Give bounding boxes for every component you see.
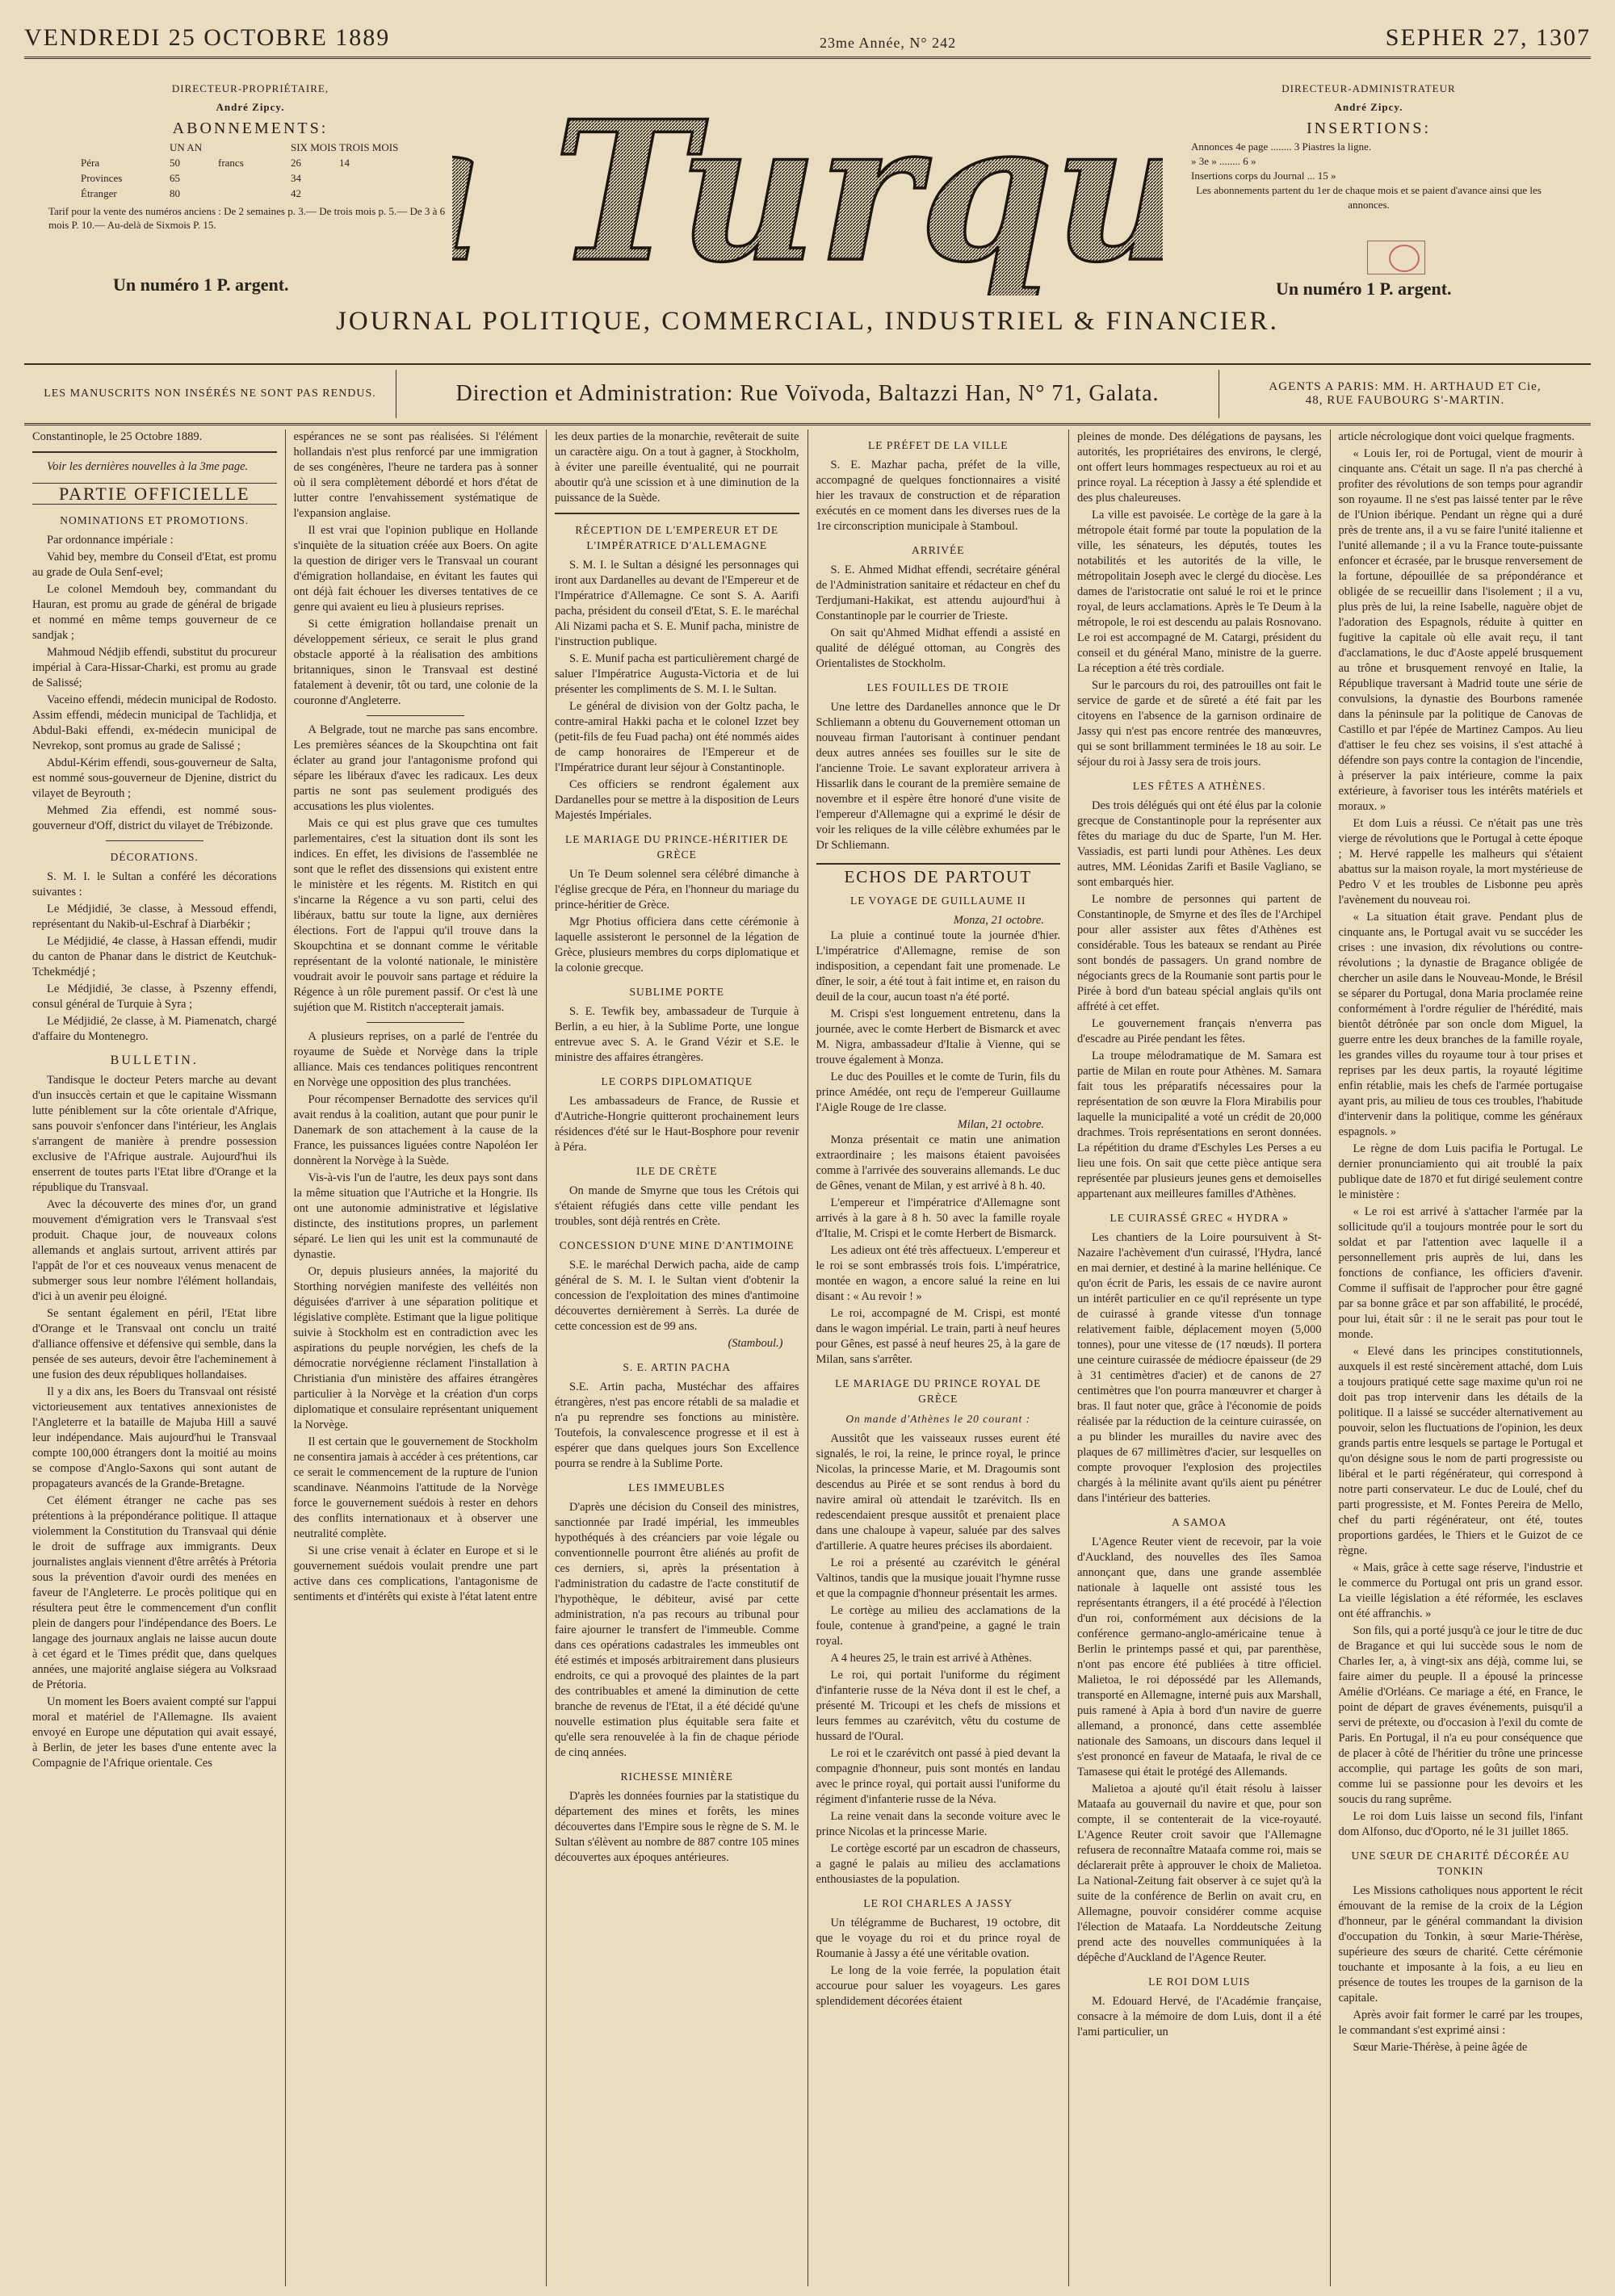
article-columns xyxy=(24,429,1591,2286)
column-3 xyxy=(547,429,808,2286)
paragraph: Le général de division von der Goltz pacha, le contre-amiral Hakki pacha et le colonel Izzet bey (petit-fils de feu Fuad pacha) ont été nommés aides de camp honoraires de l'Empereur et de l'Impératrice durant leur séjour à Constantinople. xyxy=(555,700,799,774)
paragraph: Ces officiers se rendront également aux Dardanelles pour se mettre à la disposition de Leurs Majestés Impériales. xyxy=(555,778,799,822)
period-year: UN AN xyxy=(170,141,203,153)
paragraph: Les Missions catholiques nous apportent le récit émouvant de la remise de la croix de la Légion d'honneur, par le général commandant la division d'occupation du Tonkin, à sœur Marie-Thérèse, supérieure des sœurs de charité. Cette cérémonie touchante et imposante à la fois, a eu lieu en présence de toutes les troupes de la garnison de la capitale. xyxy=(1338,1884,1583,2005)
newspaper-title xyxy=(452,78,1163,295)
paragraph: Mehmed Zia effendi, est nommé sous-gouverneur d'Off, district du vilayet de Trébizonde. xyxy=(32,804,277,832)
section-heading: LE PRÉFET DE LA VILLE xyxy=(868,439,1009,451)
paragraph: Sur le parcours du roi, des patrouilles ont fait le service de garde et de sûreté a été fait par les citoyens en l'absence de la garnison ordinaire de Jassy qui n'est pas encore rentrée des manœuvres, qui se sont brillamment terminées le 18 au soir. Le séjour du roi à Jassy sera de trois jours. xyxy=(1077,679,1322,769)
paragraph: Un moment les Boers avaient compté sur l'appui moral et matériel de l'Allemagne. Ils avaient envoyé en Europe une députation qui avait essayé, à Berlin, de jeter les bases d'une entente avec la Compagnie de l'Afrique orientale. Ces xyxy=(32,1695,277,1770)
paragraph: A plusieurs reprises, on a parlé de l'entrée du royaume de Suède et Norvège dans la triple alliance. Mais ces tendances politiques rencontrent en Norvège une opposition des plus tranchées. xyxy=(293,1030,538,1089)
paragraph: Mahmoud Nédjib effendi, substitut du procureur impérial à Cara-Hissar-Charki, est promu au grade de Salissé; xyxy=(32,646,277,689)
title-logo xyxy=(452,78,1163,295)
paragraph: Le duc des Pouilles et le comte de Turin, fils du prince Amédée, ont reçu de l'empereur Guillaume l'Aigle Rouge de 1re classe. xyxy=(816,1070,1060,1114)
paragraph: Aussitôt que les vaisseaux russes eurent été signalés, le roi, la reine, le prince royal, le prince Nicolas, la princesse Marie, et M. Dragoumis sont descendus au Pirée et se sont rendus à bord du navire amiral où attendait le tzarévitch. Ils en redescendaient presque aussitôt et prenaient place dans une chaloupe à vapeur, saluée par des salves d'artillerie. A quatre heures précises ils abordaient. xyxy=(816,1432,1060,1552)
paragraph: D'après les données fournies par la statistique du département des mines et forêts, les mines découvertes dans l'Empire sous le règne de S. M. le Sultan s'élèvent au nombre de 887 contre 105 mines découvertes aux époques antérieures. xyxy=(555,1790,799,1864)
bulletin-heading: BULLETIN. xyxy=(110,1054,199,1067)
issue-date-hijri: SEPHER 27, 1307 xyxy=(1385,24,1591,51)
paris-agents-line: AGENTS A PARIS: MM. H. ARTHAUD ET Cie, xyxy=(1269,380,1542,393)
rate-value: 80 xyxy=(170,187,180,199)
paragraph: Mais ce qui est plus grave que ces tumultes parlementaires, c'est la situation dont ils sont les indices. En effet, les divisions de l'assemblée ne sont que le reflet des dissensions qui existent entre le ministère et les régents. M. Ristitch en qui s'incarne la Régence a vu son parti, celui des libéraux, battu sur toute la ligne, aux dernières élections. Fort de l'appui qu'il trouve dans la Skoupchtina et se donnant comme le véritable représentant de la volonté nationale, le ministère voudrait avoir le pouvoir sans partage et réduire la Régence à un rôle purement passif. Or c'est là une sujétion que M. Ristitch n'accepterait jamais. xyxy=(293,817,538,1014)
rate-value: 26 xyxy=(291,157,301,169)
paragraph: Le gouvernement français n'enverra pas d'escadre au Pirée pendant les fêtes. xyxy=(1077,1017,1322,1045)
paragraph: S.E. le maréchal Derwich pacha, aide de camp général de S. M. I. le Sultan vient d'obtenir la concession de l'exploitation des mines d'antimoine découvertes dernièrement à Serrès. La durée de cette concession est de 99 ans. xyxy=(555,1259,799,1333)
paragraph: Si cette émigration hollandaise prenait un développement sérieux, ce serait le plus grand obstacle apporté à la réalisation des ambitions britanniques, sinon le Transvaal est destiné fatalement à devenir, tôt ou tard, une colonie de la couronne d'Angleterre. xyxy=(293,618,538,707)
red-stamp-icon xyxy=(1389,245,1420,272)
paragraph: pleines de monde. Des délégations de paysans, les autorités, les propriétaires des environs, le clergé, ont offert leurs hommages respectueux au roi et au prince royal. La réception à Jassy a été splendide et des plus chaleureuses. xyxy=(1077,430,1322,505)
paragraph: « Le roi est arrivé à s'attacher l'armée par la sollicitude qu'il a toujours montrée pour le sort du soldat et par l'attention avec laquelle il a personnellement pris auprès de lui, dans les fonctions de confiance, les officiers d'avenir. Comme il suffisait de l'approcher pour être gagné par sa bonne grâce et par son affabilité, le procédé, pour lui, était sûr : il ne le serait pas pour tout le monde. xyxy=(1338,1205,1583,1341)
paragraph: Le roi a présenté au czarévitch le général Valtinos, tandis que la musique jouait l'hymne russe et que la compagnie d'honneur présentait les armes. xyxy=(816,1557,1060,1600)
office-address: Direction et Administration: Rue Voïvoda, Baltazzi Han, N° 71, Galata. xyxy=(455,381,1160,406)
paragraph: S. M. I. le Sultan a désigné les personnages qui iront aux Dardanelles au devant de l'Empereur et de l'Impératrice d'Allemagne. Ce sont S. A. Aarifi pacha, président du conseil d'Etat, S. E. le maréchal Ali Nizami pacha et S. E. Munif pacha, ministre de l'instruction publique. xyxy=(555,559,799,648)
paragraph: « La situation était grave. Pendant plus de cinquante ans, le Portugal avait vu se succéder les crises : une invasion, dix révolutions ou contre-révolutions ; la dynastie de Bragance obligée de chercher un asile dans le Nouveau-Monde, le Brésil se séparer du Portugal, dona Maria proclamée reine conformément à l'ordre régulier de l'hérédité, mais bientôt détrônée par son oncle dom Miguel, la guerre entre les deux branches de la famille royale, les grandes villes du royaume tour à tour prises et reprises par les deux partis, la royauté légitime enfin rétablie, mais les chefs de l'armée portugaise ayant pris, au milieu de tous ces troubles, l'habitude d'intervenir dans la politique, comme les généraux espagnols. » xyxy=(1338,911,1583,1138)
rate-place: Péra xyxy=(81,157,100,169)
subscription-table xyxy=(81,140,420,201)
paragraph: article nécrologique dont voici quelque fragments. xyxy=(1338,430,1575,443)
section-heading: LE ROI CHARLES A JASSY xyxy=(863,1897,1013,1909)
section-heading: S. E. ARTIN PACHA xyxy=(623,1361,732,1373)
paragraph: Le Médjidié, 3e classe, à Messoud effendi, représentant du Nakib-ul-Eschraf à Diarbékir ; xyxy=(32,903,277,931)
paragraph: A Belgrade, tout ne marche pas sans encombre. Les premières séances de la Skoupchtina ont fait éclater au grand jour l'antagonisme profond qui sépare les libéraux d'avec les radicaux. Les deux partis ne sont pas seulement prodigués des accusations les plus violentes. xyxy=(293,723,538,813)
section-heading: ARRIVÉE xyxy=(912,544,965,556)
rate-value: 65 xyxy=(170,172,180,184)
dispatch-place: Monza, 21 octobre. xyxy=(953,914,1044,927)
paragraph: Vaceino effendi, médecin municipal de Rodosto. Assim effendi, médecin municipal de Tachlidja, et Abdul-Baki effendi, ex-médecin municipal de Nevrekop, sont promus au grade de Salissé ; xyxy=(32,693,277,752)
paragraph: S. M. I. le Sultan a conféré les décorations suivantes : xyxy=(32,870,277,899)
paragraph: « Mais, grâce à cette sage réserve, l'industrie et le commerce du Portugal ont pris un grand essor. La vieille législation a été réformée, les esclaves ont été affranchis. » xyxy=(1338,1561,1583,1620)
section-heading: UNE SŒUR DE CHARITÉ DÉCORÉE AU TONKIN xyxy=(1351,1850,1570,1877)
column-5 xyxy=(1069,429,1331,2286)
rate-value xyxy=(339,186,412,201)
paragraph: Par ordonnance impériale : xyxy=(47,534,174,547)
paris-agents-address: 48, RUE FAUBOURG S'-MARTIN. xyxy=(1305,394,1505,407)
paragraph: « Elevé dans les principes constitutionnels, auxquels il est resté sincèrement attaché, dom Luis a toujours pratiqué cette sage maxime qu'un roi ne doit pas trop intervenir dans les détails de la politique. Il a laissé se succéder alternativement au pouvoir, selon les fluctuations de l'opinion, les deux grands partis entre lesquels se partage le Portugal et qu'on désigne sous le nom de parti progressiste ou libéral et le parti régénérateur, qui correspond à notre parti conservateur. Le duc de Loulé, chef du parti progressiste, et M. Fontes Pereira de Mello, chef du parti régénérateur, ont été, toutes proportions gardées, le Thiers et le Guizot de ce règne. xyxy=(1338,1345,1583,1557)
paragraph: Le Médjidié, 4e classe, à Hassan effendi, mudir du canton de Phanar dans le district de Keutchuk-Tchekmédjé ; xyxy=(32,935,277,978)
section-heading: LES FOUILLES DE TROIE xyxy=(866,681,1009,693)
paragraph: La pluie a continué toute la journée d'hier. L'impératrice d'Allemagne, remise de son indisposition, a cependant fait une promenade. Le dîner, le soir, a été tout à fait intime et, en raison du deuil de la cour, aucun toast n'a été porté. xyxy=(816,929,1060,1003)
section-heading: NOMINATIONS ET PROMOTIONS. xyxy=(60,514,250,526)
paragraph: S.E. Artin pacha, Mustéchar des affaires étrangères, n'est pas encore rétabli de sa maladie et n'a pu reprendre ses fonctions au ministère. Toutefois, la convalescence progresse et il est à espérer que dans quelques jours Son Excellence pourra se rendre à la Sublime Porte. xyxy=(555,1381,799,1470)
paragraph: Le Médjidié, 2e classe, à M. Piamenatch, chargé d'affaire du Montenegro. xyxy=(32,1015,277,1043)
rate-value xyxy=(339,170,412,186)
paragraph: M. Crispi s'est longuement entretenu, dans la journée, avec le comte Herbert de Bismarck et avec M. Nigra, ambassadeur d'Italie à Vienne, qui se trouve également à Monza. xyxy=(816,1008,1060,1066)
paragraph: Tandisque le docteur Peters marche au devant d'un insuccès certain et que le capitaine Wissmann lutte péniblement sur la côte orientale d'Afrique, sans pouvoir s'enfoncer dans l'intérieur, les Anglais s'arrangent de manière à prendre possession exclusive de l'Afrique australe. Aujourd'hui ils enserrent de toutes parts l'Etat libre d'Orange et la république du Transvaal. xyxy=(32,1074,277,1194)
newspaper-subtitle: JOURNAL POLITIQUE, COMMERCIAL, INDUSTRIEL & FINANCIER. xyxy=(336,307,1279,336)
paragraph: Des trois délégués qui ont été élus par la colonie grecque de Constantinople pour la représenter aux fêtes du mariage du duc de Sparte, l'un M. Her. Vassiadis, est parti lundi pour Athènes. Les deux autres, MM. Léonidas Zarifi et Basile Vagliano, se sont embarqués hier. xyxy=(1077,799,1322,889)
insertion-rates xyxy=(1191,140,1546,212)
section-heading: SUBLIME PORTE xyxy=(629,986,725,998)
paragraph: Monza présentait ce matin une animation extraordinaire ; les maisons étaient pavoisées comme à l'arrivée des souverains allemands. Le duc de Gênes, venant de Milan, y est arrivé à 8 h. 40. xyxy=(816,1133,1060,1192)
paragraph: Après avoir fait former le carré par les troupes, le commandant s'est exprimé ainsi : xyxy=(1338,2009,1583,2037)
see-page-note: Voir les dernières nouvelles à la 3me page. xyxy=(47,460,249,473)
paragraph: Le cortège au milieu des acclamations de la foule, contenue à grand'peine, a gagné le train royal. xyxy=(816,1604,1060,1648)
section-heading: LE ROI DOM LUIS xyxy=(1148,1975,1251,1988)
insertion-rate: » 3e » ........ 6 » xyxy=(1191,155,1256,167)
paragraph: Malietoa a ajouté qu'il était résolu à laisser Mataafa au gouvernail du navire et que, pour son compte, il se contenterait de la vice-royauté. L'Agence Reuter croit savoir que l'Allemagne refusera de reconnaître Mataafa comme roi, mais se déclarerait prête à approuver le choix de Malietoa. La National-Zeitung fait observer à ce sujet qu'à la suite de la conférence de Berlin on avait cru, en Allemagne, pouvoir considérer comme acquise l'élection de Mataafa. La Norddeutsche Zeitung prend acte des nouvelles communiquées à la dépêche d'Auckland de l'Agence Reuter. xyxy=(1077,1783,1322,1964)
section-heading: ILE DE CRÈTE xyxy=(636,1165,718,1177)
insertion-rate: Annonces 4e page ........ 3 Piastres la ligne. xyxy=(1191,140,1372,153)
section-heading: LE CUIRASSÉ GREC « HYDRA » xyxy=(1110,1212,1289,1224)
section-heading: LE CORPS DIPLOMATIQUE xyxy=(601,1075,753,1087)
paragraph: Une lettre des Dardanelles annonce que le Dr Schliemann a obtenu du Gouvernement ottoman un nouveau firman l'autorisant à continuer pendant deux autres années ses fouilles sur le site de l'ancienne Troie. Le savant explorateur arrivera à Hissarlik dans le courant de la première semaine de novembre et il espère être honoré d'une visite de l'empereur d'Allemagne qui a exprimé le désir de voir les reliques de la ville célèbre exhumées par le Dr Schliemann. xyxy=(816,701,1060,852)
director-role: DIRECTEUR-PROPRIÉTAIRE, xyxy=(171,82,329,94)
official-section-title: PARTIE OFFICIELLE xyxy=(32,483,277,505)
rate-unit: francs xyxy=(218,157,244,169)
section-heading: CONCESSION D'UNE MINE D'ANTIMOINE xyxy=(559,1239,795,1251)
back-issue-tariff: Tarif pour la vente des numéros anciens : De 2 semaines p. 3.— De trois mois p. 5.— De 3 à 6 mois P. 10.— Au-delà de Sixmois P. 15. xyxy=(48,205,446,231)
article-dateline: Constantinople, le 25 Octobre 1889. xyxy=(32,430,203,443)
paragraph: Et dom Luis a réussi. Ce n'était pas une très vierge de révolutions que le Portugal à cette époque ; M. Hervé rappelle les malheurs qui s'étaient abattus sur la maison royale, la mort mystérieuse de Pedro V et les troubles de Lisbonne peu après l'avènement du nouveau roi. xyxy=(1338,817,1583,907)
paragraph: espérances ne se sont pas réalisées. Si l'élément hollandais n'est plus renforcé par une immigration de ses congénères, l'heure ne tardera pas à sonner où il sera complètement débordé et hors d'état de lutter contre l'envahissement systématique de l'expansion anglaise. xyxy=(293,430,538,520)
paragraph: S. E. Mazhar pacha, préfet de la ville, accompagné de quelques fonctionnaires a visité hier les travaux de construction et de réparation exécutés en ce moment dans les diverses rues de la 1re circonscription municipale à Stamboul. xyxy=(816,459,1060,533)
section-heading: LE VOYAGE DE GUILLAUME II xyxy=(850,895,1026,907)
paragraph: Les adieux ont été très affectueux. L'empereur et le roi se sont embrassés trois fois. L'impératrice, montée en wagon, a encore salué la reine en lui disant : « Au revoir ! » xyxy=(816,1244,1060,1303)
paragraph: S. E. Tewfik bey, ambassadeur de Turquie à Berlin, a eu hier, à la Sublime Porte, une longue entrevue avec S. A. le Grand Vézir et S.E. le ministre des affaires étrangères. xyxy=(555,1005,799,1064)
paragraph: Pour récompenser Bernadotte des services qu'il avait rendus à la coalition, autant que pour punir le Danemark de son attachement à la cause de la France, les puissances liguées contre Napoléon Ier donnèrent la Norvège à la Suède. xyxy=(293,1093,538,1167)
paragraph: Se sentant également en péril, l'Etat libre d'Orange et le Transvaal ont conclu un traité d'alliance offensive et défensive qui semble, dans la pensée de ses auteurs, devoir être l'acheminement à une fusion des deux républiques hollandaises. xyxy=(32,1307,277,1381)
section-heading: A SAMOA xyxy=(1172,1516,1227,1528)
section-heading: LE MARIAGE DU PRINCE-HÉRITIER DE GRÈCE xyxy=(565,833,789,861)
period-three-months: TROIS MOIS xyxy=(339,141,399,153)
paragraph: Le roi et le czarévitch ont passé à pied devant la compagnie d'honneur, puis sont montés en landau avec le prince royal, qui portait aussi l'uniforme du régiment d'infanterie russe de la Néva. xyxy=(816,1747,1060,1806)
paragraph: Or, depuis plusieurs années, la majorité du Storthing norvégien manifeste des velléités non déguisées d'arriver à une séparation politique et législative complète. Estimant que la ligue politique suivie à Stockholm est en contradiction avec les aspirations du peuple norvégien, les chefs de la démocratie norvégienne réclament l'installation à Christiania d'un ministère des affaires étrangères particulier à la Norvège et la création d'un corps diplomatique et consulaire représentant uniquement la Norvège. xyxy=(293,1265,538,1431)
dateline xyxy=(24,15,1591,59)
paragraph: La troupe mélodramatique de M. Samara est partie de Milan en route pour Athènes. M. Samara fait tous les préparatifs nécessaires pour la représentation de son œuvre la Flora Mirabilis pour laquelle la municipalité a voté un crédit de 20,000 drachmes. Trois représentations en seront données. La répétition du drame d'Eschyles Les Perses a eu lieu une fois. On sait que cette pièce antique sera représentée par plusieurs jeunes gens et demoiselles appartenant aux meilleures familles d'Athènes. xyxy=(1077,1050,1322,1200)
paragraph: On mande de Smyrne que tous les Crétois qui s'étaient réfugiés dans cette ville pendant les troubles, sont déjà rentrés en Crète. xyxy=(555,1184,799,1228)
paragraph: La reine venait dans la seconde voiture avec le prince Nicolas et la princesse Marie. xyxy=(816,1810,1060,1838)
paragraph: Le règne de dom Luis pacifia le Portugal. Le dernier pronunciamiento qui ait troublé la paix publique date de 1870 et fut dirigé seulement contre le ministère : xyxy=(1338,1142,1583,1201)
section-heading: LE MARIAGE DU PRINCE ROYAL DE GRÈCE xyxy=(835,1377,1042,1405)
paragraph: On sait qu'Ahmed Midhat effendi a assisté en qualité de délégué ottoman, au Congrès des Orientalistes de Stockholm. xyxy=(816,626,1060,670)
rate-place: Étranger xyxy=(81,187,117,199)
rate-value: 50 xyxy=(170,157,180,169)
title-text: Turq xyxy=(552,80,1054,295)
paragraph: Le Médjidié, 3e classe, à Pszenny effendi, consul général de Turquie à Syra ; xyxy=(32,983,277,1011)
paragraph: Mgr Photius officiera dans cette cérémonie à laquelle assisteront le personnel de la légation de Grèce, plusieurs membres du corps diplomatique et la colonie grecque. xyxy=(555,915,799,974)
single-issue-price-right: Un numéro 1 P. argent. xyxy=(1276,279,1452,299)
manuscripts-notice: LES MANUSCRITS NON INSÉRÉS NE SONT PAS RENDUS. xyxy=(24,370,396,418)
paragraph: Le colonel Memdouh bey, commandant du Hauran, est promu au grade de général de brigade et nommé en même temps gouverneur de ce sandjak ; xyxy=(32,583,277,642)
section-heading: RICHESSE MINIÈRE xyxy=(620,1770,733,1783)
section-heading: LES IMMEUBLES xyxy=(628,1481,726,1494)
paragraph: Le nombre de personnes qui partent de Constantinople, de Smyrne et des îles de l'Archipel pour aller assister aux fêtes d'Athènes est considérable. Tous les bateaux se rendant au Pirée sont bondés de passagers. Un grand nombre de négociants grecs de la Roumanie sont partis pour le Pirée à bord d'un bateau spécial anglais qu'ils ont affrété à cet effet. xyxy=(1077,893,1322,1013)
paragraph: Il y a dix ans, les Boers du Transvaal ont résisté victorieusement aux tentatives annexionistes de l'Angleterre et la bataille de Majuba Hill a sauvé leur indépendance. Mais aujourd'hui le Transvaal compte 100,000 étrangers dont la moitié au moins se compose d'Anglo-Saxons qui sont autant de propagateurs avancés de la Grande-Bretagne. xyxy=(32,1385,277,1490)
source-signature: (Stamboul.) xyxy=(728,1337,783,1350)
paragraph: Le cortège escorté par un escadron de chasseurs, a gagné le palais au milieu des acclamations enthousiastes de la population. xyxy=(816,1842,1060,1886)
paragraph: S. E. Ahmed Midhat effendi, secrétaire général de l'Administration sanitaire et rédacteur en chef du Terdjumani-Hakikat, est attendu aujourd'hui à Constantinople par le courrier de Trieste. xyxy=(816,564,1060,622)
paragraph: La ville est pavoisée. Le cortège de la gare à la métropole était formé par toute la population de la ville, les sénateurs, les députés, toutes les notabilités et les autorités de la ville, le métropolitain Joseph avec le clergé du diocèse. Les dames de l'aristocratie ont salué le roi et le prince royal, de leurs acclamations. Après le Te Deum à la métropole, le roi est descendu au palais Rosnovano. Le roi est accompagné de M. Catargi, président du conseil et du général Mano, ministre de la guerre. La réception a été très cordiale. xyxy=(1077,509,1322,675)
insertions-block xyxy=(1163,81,1575,212)
paragraph: Le roi dom Luis laisse un second fils, l'infant dom Alfonso, duc d'Oporto, né le 31 juillet 1865. xyxy=(1338,1810,1583,1838)
paragraph: Vahid bey, membre du Conseil d'Etat, est promu au grade de Oula Senf-evel; xyxy=(32,551,277,579)
issue-number: 23me Année, N° 242 xyxy=(819,35,957,51)
paragraph: Il est vrai que l'opinion publique en Hollande s'inquiète de la situation créée aux Boers. On agite la question de diriger vers le Transvaal un courant d'émigration hollandaise, en évitant les fautes qui ont déjà fait échouer les diverses tentatives de ce genre qui avaient eu lieu à plusieurs reprises. xyxy=(293,524,538,614)
insertion-rate: Insertions corps du Journal ... 15 » xyxy=(1191,170,1336,182)
paragraph: Il est certain que le gouvernement de Stockholm ne consentira jamais à accéder à ces prétentions, car ce serait le commencement de la rupture de l'union scandinave. Néanmoins l'attitude de la Norvège force le gouvernement suédois à rester en dehors des conflits internationaux et à observer une neutralité complète. xyxy=(293,1435,538,1540)
paragraph: Un télégramme de Bucharest, 19 octobre, dit que le voyage du roi et du prince royal de Roumanie à Jassy a été une véritable ovation. xyxy=(816,1917,1060,1960)
column-1 xyxy=(24,429,286,2286)
column-6 xyxy=(1331,429,1592,2286)
director-name: André Zipcy. xyxy=(216,101,285,113)
paragraph: les deux parties de la monarchie, revêterait de suite un caractère aigu. On a tout à gagner, à Stockholm, à éviter une pareille éventualité, qui ne pourrait aboutir qu'à une scission et à une diminution de la puissance de la Suède. xyxy=(555,430,799,505)
paragraph: Le roi, qui portait l'uniforme du régiment d'infanterie russe de la Néva dont il est le chef, a présenté M. Tricoupi et les chefs de missions et leurs femmes au czarévitch, vêtu du costume de hussard de l'Oural. xyxy=(816,1669,1060,1743)
paragraph: Son fils, qui a porté jusqu'à ce jour le titre de duc de Bragance et qui lui succède sous le nom de Charles Ier, a, à vingt-six ans déjà, comme lui, se faire aimer du peuple. Il a épousé la princesse Amélie d'Orléans. Ce mariage a été, en France, le point de départ de graves événements, puisqu'il a servi de prétexte, ou d'occasion à l'exil du comte de Paris. En Portugal, il n'a eu pour conséquence que de placer à côté de l'héritier du trône une princesse accomplie, qui partage les goûts de son mari, comme lui se passionne pour les devoirs et les soucis du rang suprême. xyxy=(1338,1624,1583,1806)
administrator-role: DIRECTEUR-ADMINISTRATEUR xyxy=(1282,82,1456,94)
administrator-name: André Zipcy. xyxy=(1334,101,1403,113)
rate-place: Provinces xyxy=(81,172,123,184)
section-heading: RÉCEPTION DE L'EMPEREUR ET DE L'IMPÉRATRICE D'ALLEMAGNE xyxy=(575,524,779,551)
paragraph: L'empereur et l'impératrice d'Allemagne sont arrivés à la gare à 8 h. 50 avec la famille royale d'Italie, M. Crispi et le comte Herbert de Bismarck. xyxy=(816,1196,1060,1240)
paragraph: Abdul-Kérim effendi, sous-gouverneur de Salta, est nommé sous-gouverneur de Djenine, district du vilayet de Beyrouth ; xyxy=(32,756,277,800)
paragraph: Vis-à-vis l'un de l'autre, les deux pays sont dans la même situation que l'Autriche et la Hongrie. Ils ont une autonomie administrative et législative distincte, des institutions propres, un parlement séparé. Le lien qui les unit est la communauté de dynastie. xyxy=(293,1171,538,1261)
section-heading: DÉCORATIONS. xyxy=(110,851,199,863)
paragraph: M. Edouard Hervé, de l'Académie française, consacre à la mémoire de dom Luis, dont il a été l'ami particulier, un xyxy=(1077,1995,1322,2038)
echos-heading: ECHOS DE PARTOUT xyxy=(816,863,1061,885)
rate-value: 34 xyxy=(291,172,301,184)
rate-value: 14 xyxy=(339,157,350,169)
rate-value: 42 xyxy=(291,187,301,199)
dispatch-source: On mande d'Athènes le 20 courant : xyxy=(845,1413,1031,1425)
paragraph: L'Agence Reuter vient de recevoir, par la voie d'Auckland, des nouvelles des îles Samoa annonçant que, dans une grande assemblée nationale à laquelle ont assisté tous les représentants étrangers, il a été procédé à l'élection d'un roi, conformément aux décisions de la conférence germano-anglo-américaine tenue à Berlin le printemps passé et qui, par parenthèse, n'ont pas encore été publiées à titre officiel. Malietoa, le roi dépossédé par les Allemands, transporté en Allemagne, interné puis aux Marshall, puis ramené à Apia à bord d'un navire de guerre allemand, a prononcé, dans cette assemblée nationale des Samoans, un discours dans lequel il s'est prononcé en faveur de Mataafa, le rival de ce Tamasese qui était le protégé des Allemands. xyxy=(1077,1536,1322,1779)
paragraph: S. E. Munif pacha est particulièrement chargé de saluer l'Impératrice Augusta-Victoria et de lui présenter les compliments de S. M. I. le Sultan. xyxy=(555,652,799,696)
insertions-header: INSERTIONS: xyxy=(1306,119,1432,137)
paragraph: D'après une décision du Conseil des ministres, sanctionnée par Iradé impérial, les immeubles hypothéqués à des créanciers par voie légale ou conventionnelle pourront être aliénés au profit de ces derniers, si, après la présentation à l'administration du cadastre de l'acte constitutif de l'hypothèque, le débiteur, avisé par cette administration, n'a pas recours au tribunal pour faire ajourner le transfert de l'immeuble. Comme dans ces opérations cadastrales les immeubles ont été estimés et imposés arbitrairement dans plusieurs endroits, ce qui a provoqué des plaintes de la part des contribuables et amené la diminution de cette branche de revenus de l'Etat, il a été décidé qu'une nouvelle estimation plus équitable sera faite et qu'elle sera renouvelée à la fin de chaque période de cinq années. xyxy=(555,1501,799,1759)
column-4 xyxy=(808,429,1070,2286)
insertion-note: Les abonnements partent du 1er de chaque mois et se paient d'avance ainsi que les annonces. xyxy=(1196,184,1542,211)
paragraph: « Louis Ier, roi de Portugal, vient de mourir à cinquante ans. C'était un sage. Il n'a pas cherché à profiter des révolutions de son temps pour agrandir son royaume. Il ne s'est pas laissé tenter par le rêve de l'Union ibérique. Pendant un règne qui a duré près de trente ans, il a vu se faire l'unité italienne et l'unité allemande ; il a vu la France toute-puissante enfoncer et écrasée, par le brusque renversement de la fortune, dépouillée de sa prépondérance et obligée de se recueillir dans l'isolement ; il a vu, plus près de lui, la reine Isabelle, naguère objet de l'adoration des Espagnols, réduite à quitter en fugitive la capitale où elle avait reçu, il tant d'acclamations, le duc d'Aoste appelé brusquement au trône et brusquement renvoyé en Italie, la République traversant à Madrid toute une série de convulsions, la dynastie des Bourbons ramenée dans la péninsule par la politique de Canovas de Castillo et par l'épée de Martinez Campos. Au lieu d'attiser le feu chez ses voisins, il s'est attaché à défendre son pays contre la contagion de l'incendie, à préserver la paix intérieure, comme la paix extérieure, à favoriser tous les intérêts matériels et moraux. » xyxy=(1338,447,1583,813)
dispatch-place: Milan, 21 octobre. xyxy=(957,1118,1044,1131)
period-six-months: SIX MOIS xyxy=(291,141,337,153)
paragraph: Cet élément étranger ne cache pas ses prétentions à la prépondérance politique. Il attaque violemment la Constitution du Transvaal qui dénie le droit de suffrage aux immigrants. Deux journalistes anglais viennent d'être arrêtés à Prétoria sous la prévention d'avoir ourdi des menées en faveur de l'Angleterre. Le procès politique qui en résultera peut être le commencement d'un conflit plein de dangers pour l'indépendance des Boers. Le langage des journaux anglais ne laisse aucun doute à cet égard et le Times prédit que, dans quelques années, une majorité anglaise siégera au Volksraad de Prétoria. xyxy=(32,1494,277,1691)
single-issue-price-left: Un numéro 1 P. argent. xyxy=(113,274,289,295)
paragraph: Le long de la voie ferrée, la population était accourue pour saluer les voyageurs. Les gares splendidement décorées étaient xyxy=(816,1964,1060,2008)
info-band xyxy=(24,363,1591,425)
subscription-block xyxy=(48,81,452,232)
paragraph: Le roi, accompagné de M. Crispi, est monté dans le wagon impérial. Le train, parti à neuf heures pour Gênes, est passé à neuf heures 25, à la gare de Milan, sans s'arrêter. xyxy=(816,1307,1060,1366)
paris-agents xyxy=(1219,370,1591,418)
subscriptions-header: ABONNEMENTS: xyxy=(172,119,329,137)
issue-date: VENDREDI 25 OCTOBRE 1889 xyxy=(24,24,391,51)
paragraph: Les chantiers de la Loire poursuivent à St-Nazaire l'achèvement d'un cuirassé, l'Hydra, lancé en mai dernier, et destiné à la marine hellénique. Ce qu'on écrit de Paris, les essais de ce navire auront un intérêt particulier en ce qu'il représente un type de cuirassé à grande vitesse d'un tonnage relativement faible, déplacement moyen (5,000 tonnes), pour une vitesse de (17 nœuds). Il portera une ceinture cuirassée de médiocre épaisseur (de 29 à 31 centimètres d'acier) et de canons de 27 centimètres que l'on pourra manœuvrer et charger à bras. Il faut noter que, grâce à l'économie de poids réalisée par la réduction de la ceinture cuirassée, on a pu blinder les murailles du navire avec des plaques de 67 millimètres d'acier, sur lesquelles on compte provoquer l'explosion des projectiles chargés à la mélinite avant qu'ils aient pu pénétrer dans l'intérieur des batteries. xyxy=(1077,1231,1322,1505)
paragraph: Sœur Marie-Thérèse, à peine âgée de xyxy=(1353,2041,1528,2054)
paragraph: Les ambassadeurs de France, de Russie et d'Autriche-Hongrie quitteront prochainement leurs résidences d'été sur le Haut-Bosphore pour revenir à Péra. xyxy=(555,1095,799,1154)
section-heading: LES FÊTES A ATHÈNES. xyxy=(1132,780,1266,792)
column-2 xyxy=(286,429,547,2286)
paragraph: A 4 heures 25, le train est arrivé à Athènes. xyxy=(830,1652,1032,1665)
paragraph: Un Te Deum solennel sera célébré dimanche à l'église grecque de Péra, en l'honneur du mariage du prince-héritier de Grèce. xyxy=(555,868,799,911)
paragraph: Avec la découverte des mines d'or, un grand mouvement d'émigration vers le Transvaal s'est produit. Chaque jour, de nouveaux colons allemands et anglais surtout, arrivent attirés par l'appât de l'or et ces nouveaux venus menacent de submerger sous leur nombre l'élément hollandais, d'ici à un avenir peu éloigné. xyxy=(32,1198,277,1303)
paragraph: Si une crise venait à éclater en Europe et si le gouvernement suédois voulait prendre une part active dans ces complications, l'antagonisme de sentiments et d'intérêts qui existe à l'état latent entre xyxy=(293,1544,538,1603)
